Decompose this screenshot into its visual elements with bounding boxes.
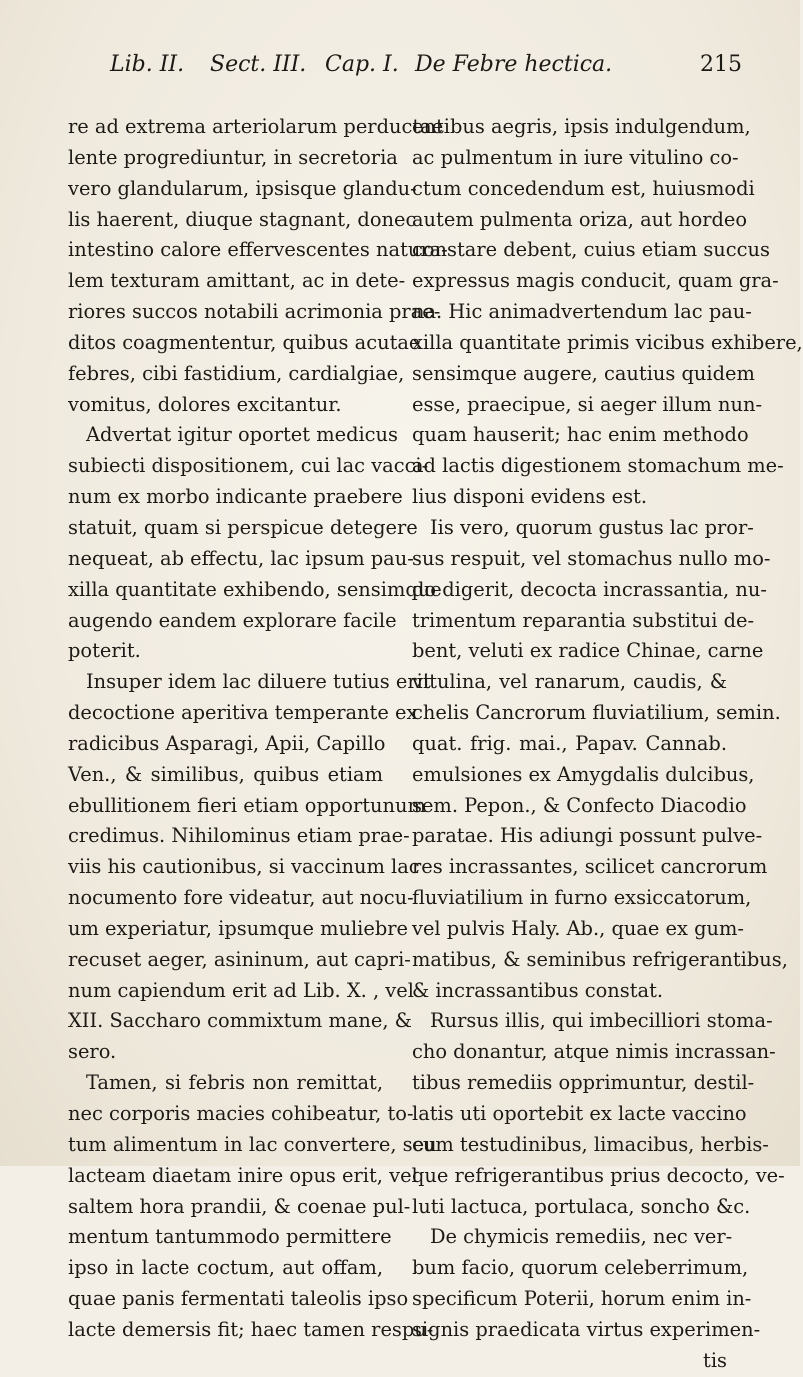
text-line: subiecti dispositionem, cui lac vacci- [68,454,429,478]
text-line: latis uti oportebit ex lacte vaccino [412,1102,747,1125]
text-line: Iis vero, quorum gustus lac pror- [430,515,754,539]
text-line: sero. [68,1040,117,1064]
text-line: re ad extrema arteriolarum perductae [68,115,444,138]
text-line: vitulina, vel ranarum, caudis, & [412,670,727,694]
text-line: lis haerent, diuque stagnant, donec [68,207,417,231]
text-line: entibus aegris, ipsis indulgendum, [412,115,751,138]
header-section: Sect. III. [210,52,307,77]
left-text-column [68,112,448,1346]
text-line: Insuper idem lac diluere tutius erit [86,670,431,694]
text-line: um experiatur, ipsumque muliebre [68,916,409,940]
text-line: sem. Pepon., & Confecto Diacodio [412,793,747,817]
text-line: esse, praecipue, si aeger illum nun- [412,392,762,416]
text-line: Rursus illis, qui imbecilliori stoma- [430,1009,773,1033]
text-line: lacteam diaetam inire opus erit, vel [68,1163,418,1187]
text-line: bum facio, quorum celeberrimum, [412,1256,749,1280]
text-line: vel pulvis Haly. Ab., quae ex gum- [412,916,744,940]
text-line: vomitus, dolores excitantur. [68,392,342,416]
running-header [100,52,742,92]
text-line: ditos coagmententur, quibus acutae [68,330,421,354]
text-line: tum alimentum in lac convertere, seu [68,1132,437,1156]
text-line: quam hauserit; hac enim methodo [412,423,749,447]
text-line: saltem hora prandii, & coenae pul- [68,1194,411,1218]
text-line: do digerit, decocta incrassantia, nu- [412,577,767,601]
header-topic: De Febre hectica. [415,52,613,77]
text-line: radicibus Asparagi, Apii, Capillo [68,731,386,755]
text-line: lente progrediuntur, in secretoria [68,145,398,169]
text-line: nec corporis macies cohibeatur, to- [68,1102,414,1125]
text-line: mentum tantummodo permittere [68,1225,392,1249]
text-line: ad lactis digestionem stomachum me- [412,454,784,478]
text-line: fluviatilium in furno exsiccatorum, [412,886,752,910]
text-line: num ex morbo indicante praebere [68,485,403,509]
text-line: quae panis fermentati taleolis ipso [68,1287,409,1311]
text-line: Ven., & similibus, quibus etiam [68,762,383,786]
text-line: riores succos notabili acrimonia prae- [68,300,441,324]
text-line: recuset aeger, asininum, aut capri- [68,947,411,971]
text-line: luti lactuca, portulaca, soncho &c. [412,1194,751,1218]
text-line: signis praedicata virtus experimen- [412,1317,761,1341]
text-line: chelis Cancrorum fluviatilium, semin. [412,701,781,725]
text-line: lem texturam amittant, ac in dete- [68,269,406,293]
text-line: Tamen, si febris non remittat, [86,1071,383,1095]
text-line: expressus magis conducit, quam gra- [412,269,779,293]
text-line: que refrigerantibus prius decocto, ve- [412,1163,785,1187]
text-line: cho donantur, atque nimis incrassan- [412,1040,776,1064]
text-line: res incrassantes, scilicet cancrorum [412,855,768,879]
text-line: nocumento fore videatur, aut nocu- [68,886,414,910]
text-line: intestino calore effervescentes natura- [68,238,448,262]
text-line: constare debent, cuius etiam succus [412,238,770,262]
text-line: paratae. His adiungi possunt pulve- [412,824,763,848]
text-line: sensimque augere, cautius quidem [412,361,755,385]
text-line: Advertat igitur oportet medicus [86,423,398,447]
text-line: febres, cibi fastidium, cardialgiae, [68,361,405,385]
text-line: na. Hic animadvertendum lac pau- [412,300,752,324]
text-line: num capiendum erit ad Lib. X. , vel [68,978,414,1002]
text-line: & incrassantibus constat. [412,978,664,1002]
text-line: trimentum reparantia substitui de- [412,608,755,632]
text-line: credimus. Nihilominus etiam prae- [68,824,410,848]
text-line: quat. frig. mai., Papav. Cannab. [412,731,727,755]
text-line: vero glandularum, ipsisque glandu- [68,176,417,200]
header-chapter: Cap. I. [325,52,399,77]
right-text-column [412,112,803,1377]
text-line: tis [703,1348,727,1372]
text-line: sus respuit, vel stomachus nullo mo- [412,546,771,570]
text-line: ebullitionem fieri etiam opportunum [68,793,426,817]
text-line: statuit, quam si perspicue detegere [68,515,418,539]
text-line: tibus remediis opprimuntur, destil- [412,1071,755,1095]
text-line: xilla quantitate primis vicibus exhibere, [412,330,803,354]
header-book: Lib. II. [110,52,185,77]
text-line: emulsiones ex Amygdalis dulcibus, [412,762,755,786]
text-line: ctum concedendum est, huiusmodi [412,176,755,200]
text-line: ipso in lacte coctum, aut offam, [68,1256,383,1280]
text-line: autem pulmenta oriza, aut hordeo [412,207,748,231]
text-line: De chymicis remediis, nec ver- [430,1225,733,1249]
text-line: decoctione aperitiva temperante ex [68,701,418,725]
text-line: ac pulmentum in iure vitulino co- [412,145,739,169]
text-line: lacte demersis fit; haec tamen respu- [68,1317,434,1341]
text-line: bent, veluti ex radice Chinae, carne [412,639,764,663]
text-line: nequeat, ab effectu, lac ipsum pau- [68,546,414,570]
text-line: lius disponi evidens est. [412,485,648,509]
text-line: XII. Saccharo commixtum mane, & [68,1009,412,1033]
text-line: viis his cautionibus, si vaccinum lac [68,855,420,879]
text-line: specificum Poterii, horum enim in- [412,1287,752,1311]
text-line: cum testudinibus, limacibus, herbis- [412,1132,769,1156]
text-line: augendo eandem explorare facile [68,608,397,632]
text-line: matibus, & seminibus refrigerantibus, [412,947,788,971]
text-line: xilla quantitate exhibendo, sensimque [68,577,442,601]
text-line: poterit. [68,639,141,663]
page-number: 215 [700,52,742,77]
